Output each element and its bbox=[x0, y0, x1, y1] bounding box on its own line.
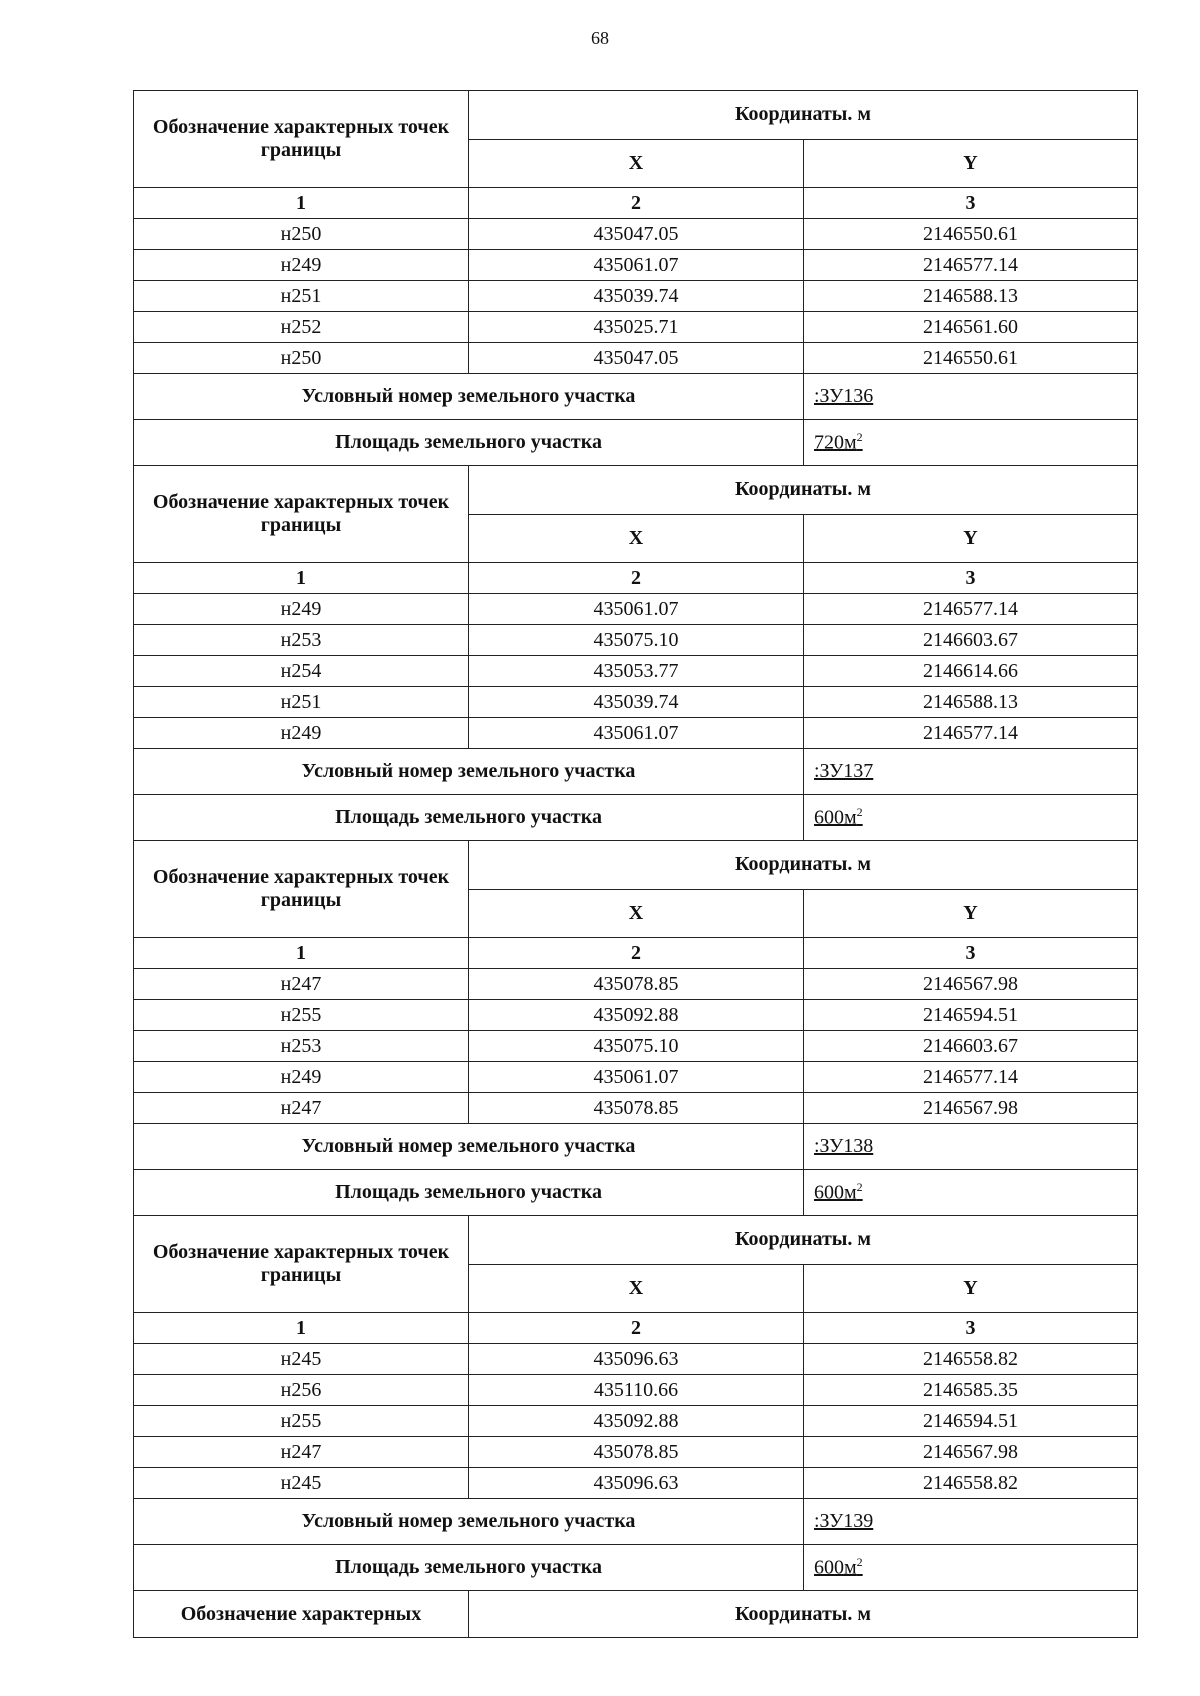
area-text: 600м bbox=[814, 806, 857, 829]
parcel-area-row bbox=[134, 1545, 1138, 1591]
x-value: 435075.10 bbox=[469, 1031, 804, 1062]
designation-header: Обозначение характерных точек границы bbox=[134, 841, 469, 938]
y-value: 2146558.82 bbox=[804, 1468, 1138, 1499]
parcel-area-label: Площадь земельного участка bbox=[134, 420, 804, 466]
coordinates-header-continued: Координаты. м bbox=[469, 1591, 1138, 1638]
x-value: 435047.05 bbox=[469, 219, 804, 250]
table-row bbox=[134, 1468, 1138, 1499]
y-header: Y bbox=[804, 889, 1138, 938]
parcel-number-value: :ЗУ139 bbox=[804, 1499, 1138, 1545]
parcel-area-value bbox=[804, 420, 1138, 466]
point-name: н247 bbox=[134, 1437, 469, 1468]
col-number-1: 1 bbox=[134, 188, 469, 219]
parcel-area-value bbox=[804, 1545, 1138, 1591]
point-name: н256 bbox=[134, 1375, 469, 1406]
header-row bbox=[134, 841, 1138, 890]
point-name: н249 bbox=[134, 718, 469, 749]
point-name: н249 bbox=[134, 250, 469, 281]
col-number-3: 3 bbox=[804, 1313, 1138, 1344]
table-row bbox=[134, 343, 1138, 374]
x-value: 435096.63 bbox=[469, 1344, 804, 1375]
y-value: 2146594.51 bbox=[804, 1406, 1138, 1437]
x-value: 435053.77 bbox=[469, 656, 804, 687]
table-row bbox=[134, 219, 1138, 250]
parcel-area-value bbox=[804, 1170, 1138, 1216]
point-name: н253 bbox=[134, 625, 469, 656]
y-value: 2146603.67 bbox=[804, 1031, 1138, 1062]
x-value: 435061.07 bbox=[469, 250, 804, 281]
point-name: н253 bbox=[134, 1031, 469, 1062]
header-row bbox=[134, 466, 1138, 515]
coordinates-header: Координаты. м bbox=[469, 1216, 1138, 1265]
table-row bbox=[134, 1344, 1138, 1375]
column-number-row bbox=[134, 1313, 1138, 1344]
parcel-number-row bbox=[134, 749, 1138, 795]
table-row bbox=[134, 1000, 1138, 1031]
area-unit-superscript: 2 bbox=[856, 804, 863, 819]
x-header: X bbox=[469, 139, 804, 188]
table-row bbox=[134, 1437, 1138, 1468]
y-value: 2146603.67 bbox=[804, 625, 1138, 656]
parcel-number-value: :ЗУ138 bbox=[804, 1124, 1138, 1170]
continuation-header-row bbox=[134, 1591, 1138, 1638]
parcel-area-label: Площадь земельного участка bbox=[134, 1545, 804, 1591]
x-value: 435061.07 bbox=[469, 1062, 804, 1093]
col-number-1: 1 bbox=[134, 1313, 469, 1344]
table-row bbox=[134, 718, 1138, 749]
area-unit-superscript: 2 bbox=[856, 429, 863, 444]
table-row bbox=[134, 250, 1138, 281]
col-number-2: 2 bbox=[469, 1313, 804, 1344]
x-header: X bbox=[469, 1264, 804, 1313]
table-row bbox=[134, 594, 1138, 625]
x-value: 435096.63 bbox=[469, 1468, 804, 1499]
y-value: 2146585.35 bbox=[804, 1375, 1138, 1406]
area-unit-superscript: 2 bbox=[856, 1179, 863, 1194]
parcel-area-label: Площадь земельного участка bbox=[134, 1170, 804, 1216]
table-row bbox=[134, 687, 1138, 718]
col-number-2: 2 bbox=[469, 188, 804, 219]
coordinates-table bbox=[133, 90, 1138, 1638]
designation-header: Обозначение характерных точек границы bbox=[134, 466, 469, 563]
point-name: н249 bbox=[134, 1062, 469, 1093]
column-number-row bbox=[134, 188, 1138, 219]
parcel-area-row bbox=[134, 1170, 1138, 1216]
point-name: н251 bbox=[134, 281, 469, 312]
coordinates-header: Координаты. м bbox=[469, 841, 1138, 890]
area-text: 600м bbox=[814, 1181, 857, 1204]
col-number-3: 3 bbox=[804, 188, 1138, 219]
x-value: 435078.85 bbox=[469, 1437, 804, 1468]
table-row bbox=[134, 969, 1138, 1000]
point-name: н254 bbox=[134, 656, 469, 687]
y-value: 2146577.14 bbox=[804, 594, 1138, 625]
y-header: Y bbox=[804, 514, 1138, 563]
y-value: 2146561.60 bbox=[804, 312, 1138, 343]
y-value: 2146567.98 bbox=[804, 969, 1138, 1000]
point-name: н251 bbox=[134, 687, 469, 718]
y-header: Y bbox=[804, 1264, 1138, 1313]
x-value: 435039.74 bbox=[469, 687, 804, 718]
table-row bbox=[134, 281, 1138, 312]
y-value: 2146588.13 bbox=[804, 281, 1138, 312]
designation-header: Обозначение характерных точек границы bbox=[134, 91, 469, 188]
parcel-number-label: Условный номер земельного участка bbox=[134, 1499, 804, 1545]
table-row bbox=[134, 656, 1138, 687]
col-number-3: 3 bbox=[804, 938, 1138, 969]
table-row bbox=[134, 1062, 1138, 1093]
point-name: н245 bbox=[134, 1468, 469, 1499]
x-value: 435047.05 bbox=[469, 343, 804, 374]
header-row bbox=[134, 1216, 1138, 1265]
column-number-row bbox=[134, 938, 1138, 969]
y-value: 2146550.61 bbox=[804, 343, 1138, 374]
table-row bbox=[134, 1093, 1138, 1124]
table-row bbox=[134, 625, 1138, 656]
x-header: X bbox=[469, 889, 804, 938]
y-value: 2146558.82 bbox=[804, 1344, 1138, 1375]
parcel-area-label: Площадь земельного участка bbox=[134, 795, 804, 841]
designation-header-continued: Обозначение характерных bbox=[134, 1591, 469, 1638]
col-number-1: 1 bbox=[134, 938, 469, 969]
area-unit-superscript: 2 bbox=[856, 1554, 863, 1569]
parcel-number-row bbox=[134, 374, 1138, 420]
y-value: 2146577.14 bbox=[804, 718, 1138, 749]
point-name: н249 bbox=[134, 594, 469, 625]
table-row bbox=[134, 1406, 1138, 1437]
x-value: 435110.66 bbox=[469, 1375, 804, 1406]
x-value: 435075.10 bbox=[469, 625, 804, 656]
parcel-number-label: Условный номер земельного участка bbox=[134, 749, 804, 795]
parcel-number-row bbox=[134, 1124, 1138, 1170]
table-row bbox=[134, 1031, 1138, 1062]
col-number-2: 2 bbox=[469, 563, 804, 594]
point-name: н252 bbox=[134, 312, 469, 343]
table-row bbox=[134, 312, 1138, 343]
parcel-number-label: Условный номер земельного участка bbox=[134, 1124, 804, 1170]
parcel-area-row bbox=[134, 795, 1138, 841]
parcel-number-row bbox=[134, 1499, 1138, 1545]
parcel-number-value: :ЗУ137 bbox=[804, 749, 1138, 795]
col-number-1: 1 bbox=[134, 563, 469, 594]
point-name: н255 bbox=[134, 1406, 469, 1437]
column-number-row bbox=[134, 563, 1138, 594]
x-value: 435061.07 bbox=[469, 718, 804, 749]
x-value: 435078.85 bbox=[469, 1093, 804, 1124]
y-header: Y bbox=[804, 139, 1138, 188]
point-name: н250 bbox=[134, 219, 469, 250]
area-text: 720м bbox=[814, 431, 857, 454]
x-value: 435025.71 bbox=[469, 312, 804, 343]
col-number-3: 3 bbox=[804, 563, 1138, 594]
point-name: н255 bbox=[134, 1000, 469, 1031]
coordinates-header: Координаты. м bbox=[469, 91, 1138, 140]
point-name: н250 bbox=[134, 343, 469, 374]
parcel-number-label: Условный номер земельного участка bbox=[134, 374, 804, 420]
x-value: 435092.88 bbox=[469, 1000, 804, 1031]
page-number: 68 bbox=[591, 28, 609, 48]
designation-header: Обозначение характерных точек границы bbox=[134, 1216, 469, 1313]
header-row bbox=[134, 91, 1138, 140]
x-header: X bbox=[469, 514, 804, 563]
y-value: 2146577.14 bbox=[804, 1062, 1138, 1093]
x-value: 435039.74 bbox=[469, 281, 804, 312]
y-value: 2146567.98 bbox=[804, 1437, 1138, 1468]
area-text: 600м bbox=[814, 1556, 857, 1579]
table-row bbox=[134, 1375, 1138, 1406]
y-value: 2146550.61 bbox=[804, 219, 1138, 250]
col-number-2: 2 bbox=[469, 938, 804, 969]
x-value: 435061.07 bbox=[469, 594, 804, 625]
parcel-area-row bbox=[134, 420, 1138, 466]
y-value: 2146567.98 bbox=[804, 1093, 1138, 1124]
y-value: 2146588.13 bbox=[804, 687, 1138, 718]
y-value: 2146614.66 bbox=[804, 656, 1138, 687]
point-name: н247 bbox=[134, 969, 469, 1000]
x-value: 435092.88 bbox=[469, 1406, 804, 1437]
parcel-number-value: :ЗУ136 bbox=[804, 374, 1138, 420]
y-value: 2146594.51 bbox=[804, 1000, 1138, 1031]
x-value: 435078.85 bbox=[469, 969, 804, 1000]
point-name: н245 bbox=[134, 1344, 469, 1375]
point-name: н247 bbox=[134, 1093, 469, 1124]
y-value: 2146577.14 bbox=[804, 250, 1138, 281]
coordinates-header: Координаты. м bbox=[469, 466, 1138, 515]
parcel-area-value bbox=[804, 795, 1138, 841]
